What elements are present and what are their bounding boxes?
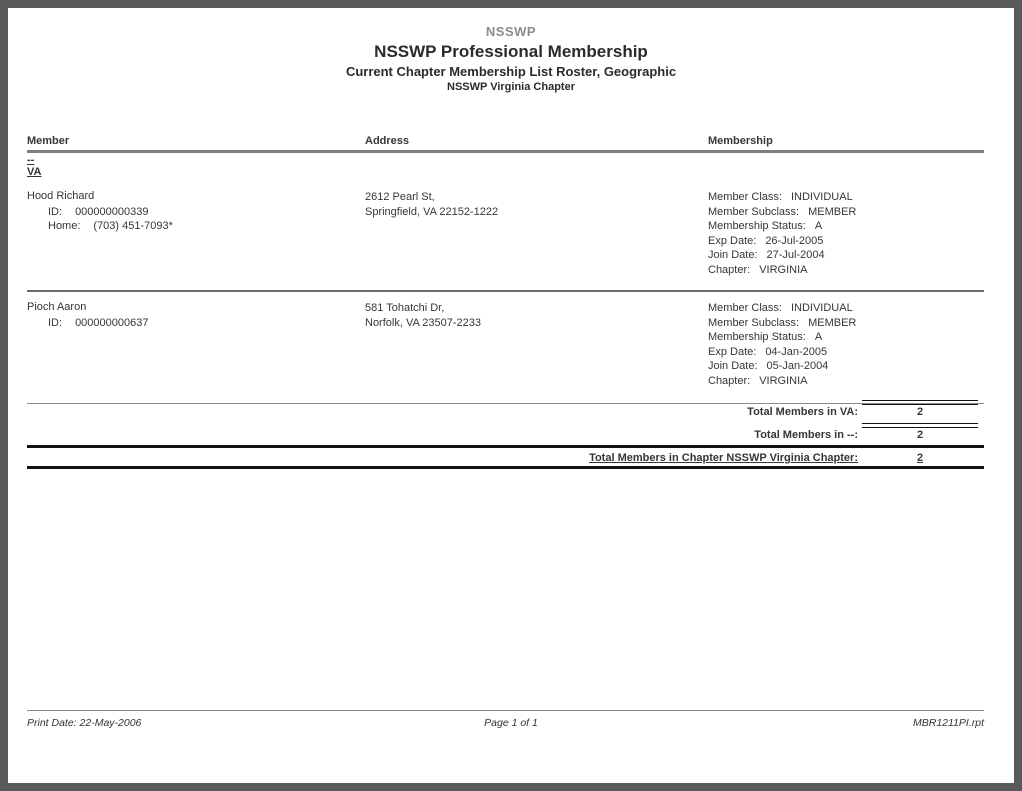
- chapter-total-value: 2: [916, 452, 924, 464]
- footer-report-file: MBR1211PI.rpt: [912, 717, 984, 729]
- column-header-address: Address: [365, 135, 410, 147]
- membership-field: Member Class: INDIVIDUAL: [708, 191, 853, 203]
- address-line-1: 2612 Pearl St,: [365, 191, 435, 203]
- country-total-value: 2: [916, 429, 924, 441]
- address-line-2: Springfield, VA 22152-1222: [365, 205, 499, 218]
- member-phone-label: Home:: [48, 220, 81, 232]
- member-name: Pioch Aaron: [27, 301, 87, 313]
- report-chapter-name: NSSWP Virginia Chapter: [447, 81, 575, 93]
- chapter-total-top-rule: [27, 445, 984, 448]
- membership-field: Chapter: VIRGINIA: [708, 374, 808, 387]
- member-address: [365, 301, 481, 330]
- membership-field: Join Date: 05-Jan-2004: [708, 360, 829, 372]
- membership-field: Membership Status: A: [708, 331, 823, 343]
- footer-page-number: Page 1 of 1: [484, 717, 538, 729]
- membership-field: Membership Status: A: [708, 220, 823, 232]
- member-name: Hood Richard: [27, 190, 95, 202]
- membership-field: Join Date: 27-Jul-2004: [708, 249, 825, 261]
- country-total-double-rule: [862, 423, 978, 428]
- report-page: [8, 8, 1014, 783]
- totals-top-rule: [27, 403, 984, 404]
- column-header-rule: [27, 150, 984, 153]
- member-id-row: [48, 206, 148, 218]
- member-id-value: 000000000339: [75, 206, 149, 218]
- membership-field: Exp Date: 04-Jan-2005: [708, 345, 828, 358]
- footer-print-date: Print Date: 22-May-2006: [27, 717, 142, 729]
- membership-field: Exp Date: 26-Jul-2005: [708, 234, 824, 247]
- address-line-2: Norfolk, VA 23507-2233: [365, 316, 481, 329]
- member-id-row: [48, 317, 148, 329]
- member-phone-value: (703) 451-7093*: [93, 220, 173, 232]
- group-link-country[interactable]: --: [27, 154, 35, 166]
- state-total-value: 2: [916, 406, 924, 418]
- record-separator-rule: [27, 290, 984, 292]
- membership-field: Member Class: INDIVIDUAL: [708, 302, 853, 314]
- report-org-name: NSSWP: [485, 24, 537, 39]
- member-address: [365, 190, 498, 219]
- member-id-label: ID:: [48, 206, 63, 218]
- chapter-total-label: Total Members in Chapter NSSWP Virginia Chapter:: [589, 452, 858, 464]
- column-header-member: Member: [27, 135, 70, 147]
- report-title: NSSWP Professional Membership: [374, 42, 648, 61]
- group-link-state[interactable]: VA: [27, 166, 42, 178]
- membership-field: Member Subclass: MEMBER: [708, 316, 857, 329]
- address-line-1: 581 Tohatchi Dr,: [365, 302, 445, 314]
- report-subtitle: Current Chapter Membership List Roster, Geographic: [345, 64, 677, 79]
- chapter-total-bottom-rule: [27, 466, 984, 469]
- membership-field: Member Subclass: MEMBER: [708, 205, 857, 218]
- column-header-membership: Membership: [708, 135, 773, 147]
- member-id-label: ID:: [48, 317, 63, 329]
- state-total-double-rule: [862, 400, 978, 405]
- footer-rule: [27, 710, 984, 711]
- country-total-label: Total Members in --:: [754, 429, 858, 441]
- member-membership-details: [708, 190, 856, 277]
- state-total-label: Total Members in VA:: [747, 406, 858, 418]
- member-id-value: 000000000637: [75, 317, 149, 329]
- membership-field: Chapter: VIRGINIA: [708, 263, 808, 276]
- member-phone-row: [48, 220, 173, 232]
- member-membership-details: [708, 301, 856, 388]
